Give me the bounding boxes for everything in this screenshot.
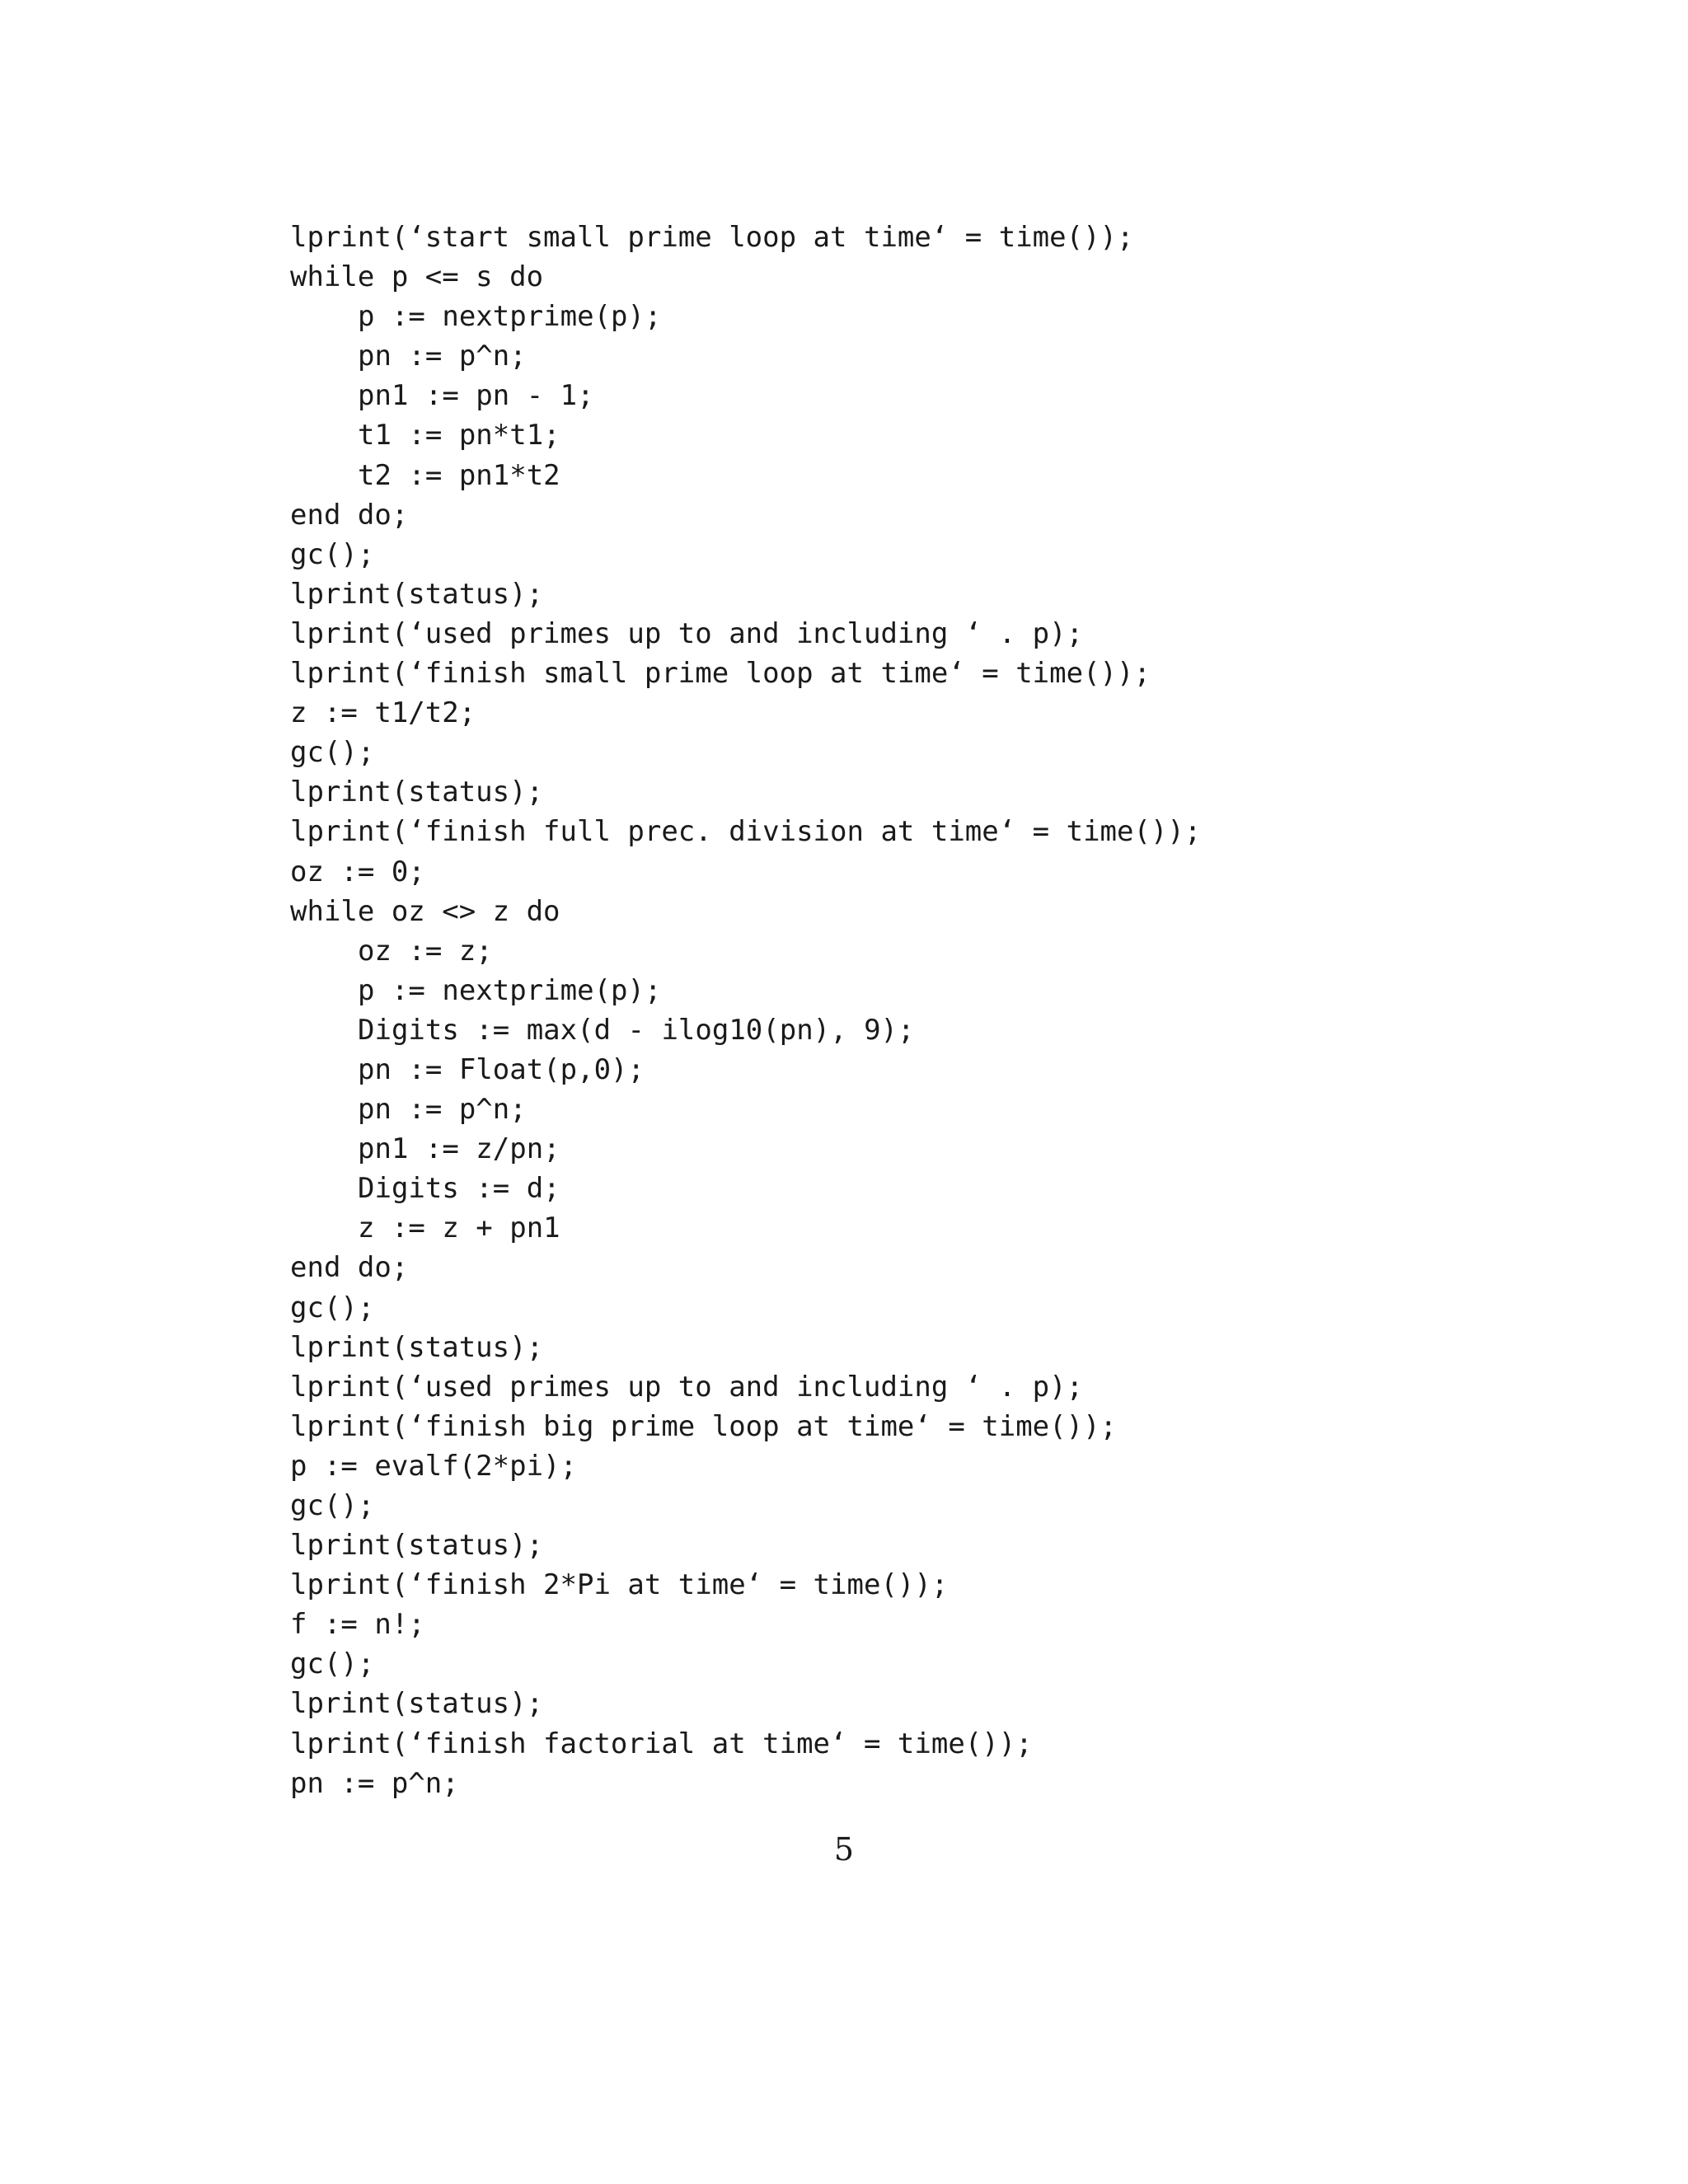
code-line: p := nextprime(p); — [358, 973, 662, 1007]
code-line: oz := z; — [358, 934, 493, 968]
code-line: gc(); — [290, 736, 375, 770]
code-line: gc(); — [290, 1647, 375, 1681]
code-line: lprint(‘finish small prime loop at time‘ = time()); — [290, 657, 1151, 691]
code-line: end do; — [290, 498, 409, 532]
code-line: pn1 := pn - 1; — [358, 379, 594, 413]
code-line: pn1 := z/pn; — [358, 1132, 560, 1166]
code-line: oz := 0; — [290, 855, 425, 888]
code-line: lprint(status); — [290, 1330, 544, 1364]
code-line: pn := p^n; — [358, 340, 527, 373]
code-line: p := nextprime(p); — [358, 300, 662, 334]
code-line: lprint(‘used primes up to and including ‘ . p); — [290, 1370, 1084, 1404]
code-line: pn := p^n; — [290, 1766, 459, 1800]
code-line: pn := Float(p,0); — [358, 1052, 645, 1086]
code-line: while oz <> z do — [290, 894, 560, 928]
code-line: lprint(‘start small prime loop at time‘ = time()); — [290, 221, 1134, 254]
code-line: z := z + pn1 — [358, 1212, 560, 1245]
code-line: lprint(‘finish full prec. division at time‘ = time()); — [290, 815, 1202, 849]
code-listing — [290, 218, 1201, 1803]
code-line: lprint(‘finish big prime loop at time‘ = time()); — [290, 1409, 1118, 1443]
code-line: lprint(‘used primes up to and including ‘ . p); — [290, 616, 1084, 650]
code-line: lprint(status); — [290, 1529, 544, 1563]
code-line: z := t1/t2; — [290, 696, 476, 730]
code-line: end do; — [290, 1251, 409, 1285]
code-line: Digits := d; — [358, 1172, 560, 1206]
code-line: f := n!; — [290, 1608, 425, 1642]
code-line: while p <= s do — [290, 260, 544, 294]
page-number: 5 — [833, 1831, 855, 1868]
code-line: gc(); — [290, 537, 375, 571]
code-line: Digits := max(d - ilog10(pn), 9); — [358, 1013, 915, 1047]
code-line: gc(); — [290, 1489, 375, 1522]
code-line: p := evalf(2*pi); — [290, 1449, 577, 1483]
code-line: lprint(‘finish 2*Pi at time‘ = time()); — [290, 1568, 949, 1602]
code-line: pn := p^n; — [358, 1093, 527, 1127]
code-line: t2 := pn1*t2 — [358, 458, 560, 492]
code-line: lprint(status); — [290, 1687, 544, 1721]
code-line: t1 := pn*t1; — [358, 419, 560, 452]
code-line: lprint(status); — [290, 577, 544, 611]
code-line: lprint(status); — [290, 776, 544, 809]
code-line: lprint(‘finish factorial at time‘ = time()); — [290, 1727, 1033, 1760]
code-line: gc(); — [290, 1291, 375, 1324]
